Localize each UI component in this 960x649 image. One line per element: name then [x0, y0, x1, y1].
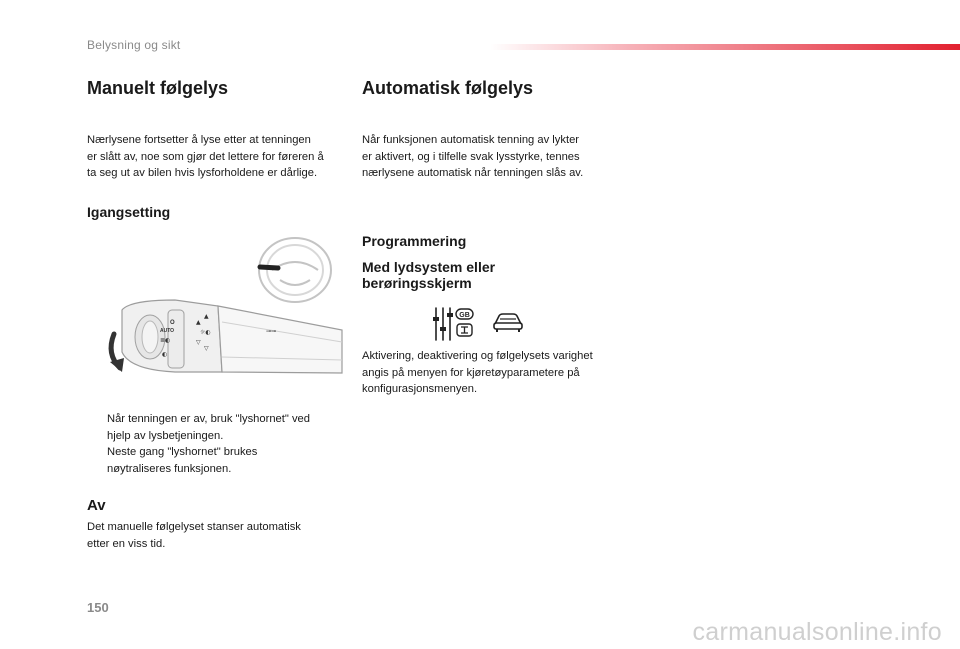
- svg-text:▽: ▽: [196, 339, 201, 346]
- left-intro-line: Nærlysene fortsetter å lyse etter at tenningen: [87, 134, 311, 146]
- right-intro: [362, 132, 632, 182]
- section-label: Belysning og sikt: [87, 38, 181, 52]
- svg-text:☼◐: ☼◐: [200, 329, 211, 336]
- svg-text:▽: ▽: [204, 345, 209, 352]
- list-item-line: hjelp av lysbetjeningen.: [107, 429, 224, 442]
- description-line: konfigurasjonsmenyen.: [362, 383, 478, 395]
- activation-heading: Igangsetting: [87, 204, 171, 220]
- description-line: Aktivering, deaktivering og følgelysets varighet: [362, 350, 593, 362]
- svg-text:▲: ▲: [196, 319, 201, 326]
- off-text-line: Det manuelle følgelyset stanser automatisk: [87, 521, 301, 533]
- instruction-list: [87, 411, 347, 477]
- list-item-line: Når tenningen er av, bruk "lyshornet" ved: [107, 413, 311, 425]
- system-subheading: [362, 259, 495, 291]
- svg-text:◐: ◐: [162, 351, 168, 358]
- language-badge: GB: [459, 312, 470, 319]
- watermark: carmanualsonline.info: [692, 618, 942, 646]
- stalk-label-auto: AUTO: [160, 328, 175, 334]
- right-intro-line: Når funksjonen automatisk tenning av lykter: [362, 134, 580, 146]
- header-accent-bar: [490, 44, 960, 50]
- off-text: [87, 519, 347, 552]
- programming-description: [362, 348, 642, 398]
- left-title: Manuelt følgelys: [87, 78, 229, 98]
- left-intro-line: ta seg ut av bilen hvis lysforholdene er dårlige.: [87, 167, 318, 179]
- list-item: [87, 411, 347, 444]
- page-number: 150: [87, 600, 109, 615]
- svg-text:▲: ▲: [204, 313, 209, 320]
- stalk-label-o: O: [170, 320, 175, 326]
- left-intro-line: er slått av, noe som gjør det lettere for føreren å: [87, 150, 324, 163]
- svg-text:⊸⊸: ⊸⊸: [266, 328, 277, 335]
- description-line: angis på menyen for kjøretøyparametere på: [362, 366, 580, 379]
- subheading-line: Med lydsystem eller: [362, 259, 496, 275]
- left-intro: [87, 132, 357, 182]
- programming-heading: Programmering: [362, 233, 467, 249]
- subheading-line: berøringsskjerm: [362, 275, 472, 291]
- right-intro-line: nærlysene automatisk når tenningen slås av.: [362, 167, 584, 179]
- off-text-line: etter en viss tid.: [87, 537, 166, 550]
- lighting-stalk-icon: [100, 232, 345, 382]
- svg-text:≣◐: ≣◐: [160, 337, 171, 344]
- list-item: [87, 444, 347, 477]
- off-heading: Av: [87, 497, 106, 514]
- right-intro-line: er aktivert, og i tilfelle svak lysstyrke, tennes: [362, 150, 580, 163]
- settings-sliders-icon: [430, 305, 475, 343]
- right-title: Automatisk følgelys: [362, 78, 534, 98]
- list-item-line: Neste gang "lyshornet" brukes: [107, 446, 258, 458]
- car-icon: [492, 311, 524, 333]
- list-item-line: nøytraliseres funksjonen.: [107, 462, 232, 475]
